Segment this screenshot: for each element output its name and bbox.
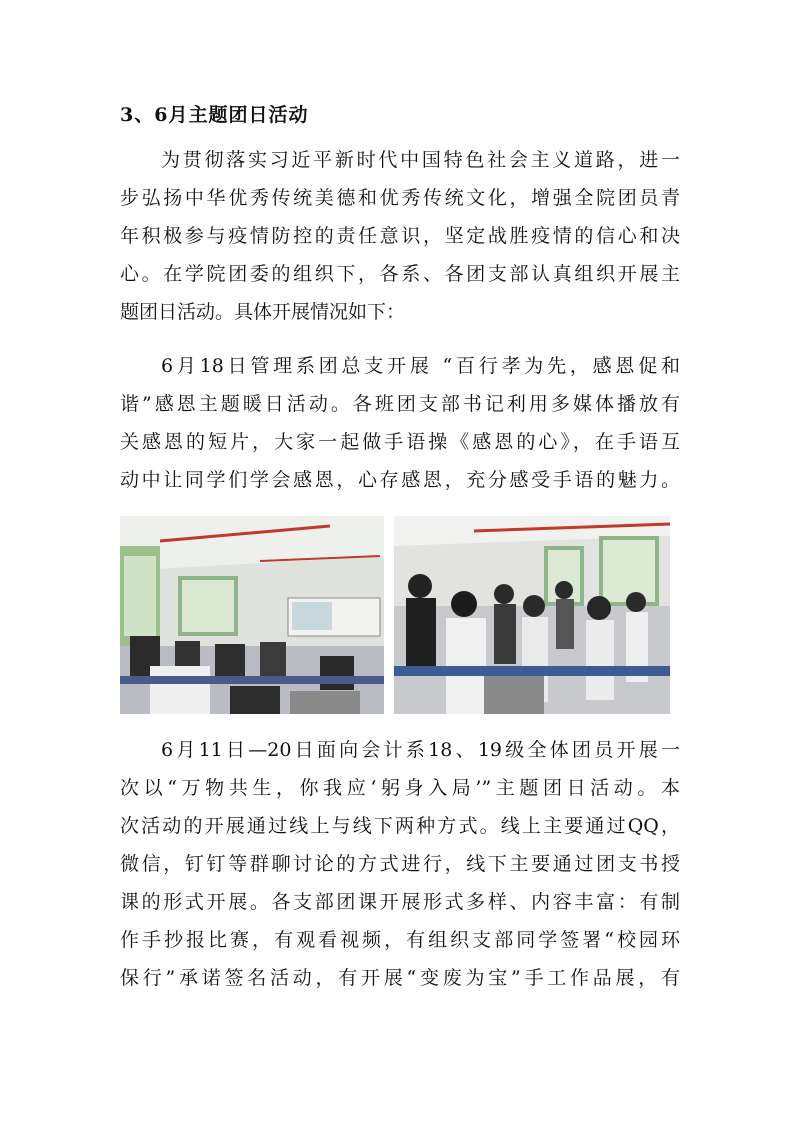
classroom-video-photo [120, 516, 384, 714]
paragraph-1-line-4: 心。在学院团委的组织下，各系、各团支部认真组织开展主 [120, 263, 680, 285]
paragraph-3-line-3: 次活动的开展通过线上与线下两种方式。线上主要通过QQ， [120, 815, 680, 837]
paragraph-3-line-1: 6月11日—20日面向会计系18、19级全体团员开展一 [161, 739, 680, 761]
paragraph-1-line-1: 为贯彻落实习近平新时代中国特色社会主义道路，进一 [161, 149, 680, 171]
paragraph-3-line-5: 课的形式开展。各支部团课开展形式多样、内容丰富：有制 [120, 891, 680, 913]
paragraph-1-line-3: 年积极参与疫情防控的责任意识，坚定战胜疫情的信心和决 [120, 225, 680, 247]
paragraph-1-line-2: 步弘扬中华优秀传统美德和优秀传统文化，增强全院团员青 [120, 187, 680, 209]
paragraph-3-line-6: 作手抄报比赛，有观看视频，有组织支部同学签署“校园环 [120, 929, 680, 951]
paragraph-1-line-5: 题团日活动。具体开展情况如下： [120, 301, 406, 323]
paragraph-3-line-7: 保行”承诺签名活动，有开展“变废为宝”手工作品展，有 [120, 967, 680, 989]
section-heading: 3、6月主题团日活动 [120, 104, 309, 126]
paragraph-3-line-4: 微信，钉钉等群聊讨论的方式进行，线下主要通过团支书授 [120, 853, 680, 875]
paragraph-2-line-1: 6月18日管理系团总支开展 “百行孝为先，感恩促和 [161, 355, 680, 377]
sign-language-photo [394, 516, 670, 714]
paragraph-2-line-3: 关感恩的短片，大家一起做手语操《感恩的心》，在手语互 [120, 431, 680, 453]
paragraph-2-line-4: 动中让同学们学会感恩，心存感恩，充分感受手语的魅力。 [120, 469, 680, 491]
paragraph-3-line-2: 次以“万物共生，你我应‘躬身入局’”主题团日活动。本 [120, 777, 680, 799]
paragraph-2-line-2: 谐”感恩主题暖日活动。各班团支部书记利用多媒体播放有 [120, 393, 680, 415]
